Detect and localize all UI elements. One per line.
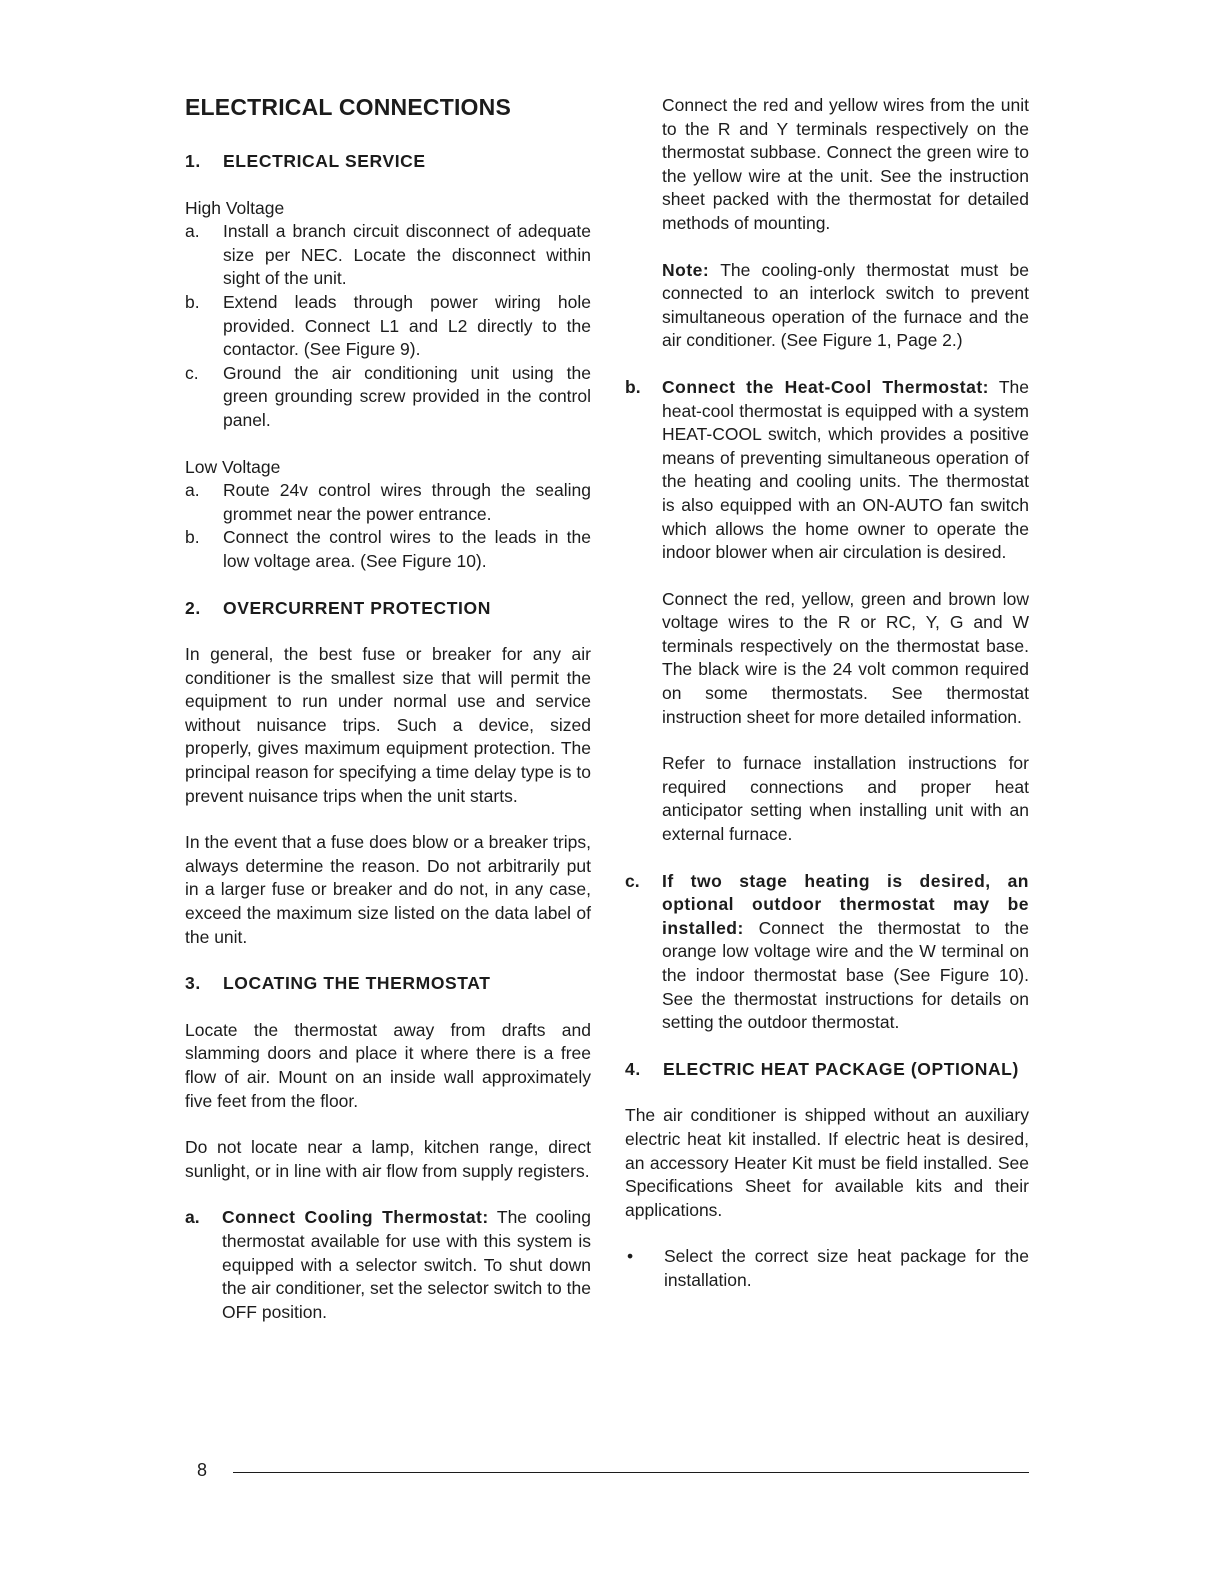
note-paragraph	[662, 259, 1029, 353]
item-connect-heat-cool-thermostat	[625, 376, 1029, 565]
page-title: ELECTRICAL CONNECTIONS	[185, 94, 511, 120]
paragraph: Refer to furnace installation instructions for required connections and proper heat anticipator setting when installing unit with an external furnace.	[662, 753, 1029, 845]
list-item	[185, 220, 591, 291]
section-number: 1.	[185, 151, 201, 171]
item-body: The cooling thermostat available for use with this system is equipped with a selector switch. To shut down the air conditioner, set the selector switch to the OFF position.	[222, 1207, 591, 1322]
item-lead: Connect Cooling Thermostat:	[222, 1207, 489, 1228]
list-marker: a.	[185, 221, 200, 242]
right-column	[625, 92, 1029, 1316]
list-item-text: Extend leads through power wiring hole provided. Connect L1 and L2 directly to the contactor. (See Figure 9).	[223, 291, 591, 360]
high-voltage-list	[185, 220, 591, 432]
footer-rule	[233, 1472, 1029, 1473]
section-title: OVERCURRENT PROTECTION	[223, 597, 491, 618]
section-heading-electric-heat-package	[625, 1058, 1029, 1082]
list-item	[185, 526, 591, 573]
bullet-item	[625, 1245, 1029, 1292]
list-marker: a.	[185, 480, 200, 501]
list-item	[185, 479, 591, 526]
paragraph: Do not locate near a lamp, kitchen range, direct sunlight, or in line with air flow from supply registers.	[185, 1137, 591, 1181]
list-marker: b.	[185, 291, 200, 312]
item-connect-cooling-thermostat	[185, 1206, 591, 1324]
item-marker: a.	[185, 1207, 200, 1228]
section-heading-locating-thermostat	[185, 972, 591, 996]
paragraph: Connect the red, yellow, green and brown low voltage wires to the R or RC, Y, G and W terminals respectively on the thermostat base. The black wire is the 24 volt common required on some thermostats. See thermostat instruction sheet for more detailed information.	[662, 588, 1029, 727]
item-two-stage-heating	[625, 870, 1029, 1035]
item-text	[662, 376, 1029, 565]
section-title: ELECTRICAL SERVICE	[223, 151, 426, 171]
item-text	[222, 1206, 591, 1324]
note-label: Note:	[662, 259, 710, 280]
list-item-text: Install a branch circuit disconnect of adequate size per NEC. Locate the disconnect within sight of the unit.	[223, 221, 591, 289]
item-lead: If two stage heating is desired, an optional outdoor thermostat may be installed:	[662, 870, 1029, 938]
section-number: 2.	[185, 597, 201, 618]
list-item	[185, 291, 591, 362]
left-column	[185, 92, 591, 1347]
low-voltage-list	[185, 479, 591, 573]
item-body: Connect the thermostat to the orange low voltage wire and the W terminal on the indoor thermostat base (See Figure 10). See the thermostat instructions for details on setting the outdoor thermostat.	[662, 917, 1029, 1033]
note-text: The cooling-only thermostat must be connected to an interlock switch to prevent simultaneous operation of the furnace and the air conditioner. (See Figure 1, Page 2.)	[662, 259, 1029, 351]
item-marker: b.	[625, 376, 641, 397]
list-item-text: Connect the control wires to the leads in the low voltage area. (See Figure 10).	[223, 527, 591, 571]
section-heading-electrical-service	[185, 150, 591, 174]
list-item	[185, 362, 591, 433]
list-item-text: Ground the air conditioning unit using the green grounding screw provided in the control panel.	[223, 362, 591, 430]
list-marker: b.	[185, 527, 200, 548]
bullet-text: Select the correct size heat package for the installation.	[664, 1246, 1029, 1290]
paragraph: Locate the thermostat away from drafts and slamming doors and place it where there is a free flow of air. Mount on an inside wall approximately five feet from the floor.	[185, 1019, 591, 1111]
paragraph: In the event that a fuse does blow or a breaker trips, always determine the reason. Do not arbitrarily put in a larger fuse or breaker and do not, in any case, exceed the maximum size listed on the data label of the unit.	[185, 832, 591, 947]
paragraph: Connect the red and yellow wires from the unit to the R and Y terminals respectively on the thermostat subbase. Connect the green wire to the yellow wire at the unit. See the instruction sheet packed with the thermostat for detailed methods of mounting.	[662, 95, 1029, 233]
item-marker: c.	[625, 870, 640, 891]
page-number: 8	[197, 1460, 208, 1480]
list-marker: c.	[185, 362, 199, 383]
paragraph: In general, the best fuse or breaker for any air conditioner is the smallest size that will permit the equipment to run under normal use and service without nuisance trips. Such a device, sized properly, gives maximum equipment protection. The principal reason for specifying a time delay type is to prevent nuisance trips when the unit starts.	[185, 644, 591, 806]
high-voltage-label: High Voltage	[185, 197, 285, 218]
item-text	[662, 870, 1029, 1035]
item-body: The heat-cool thermostat is equipped with a system HEAT-COOL switch, which provides a positive means of preventing simultaneous operation of the heating and cooling units. The thermostat is also equipped with an ON-AUTO fan switch which allows the home owner to operate the indoor blower when air circulation is desired.	[662, 376, 1029, 563]
section-title: LOCATING THE THERMOSTAT	[223, 973, 491, 994]
section-number: 3.	[185, 973, 201, 994]
section-number: 4.	[625, 1058, 641, 1079]
list-item-text: Route 24v control wires through the sealing grommet near the power entrance.	[223, 480, 591, 524]
section-heading-overcurrent-protection	[185, 597, 591, 621]
paragraph: The air conditioner is shipped without an auxiliary electric heat kit installed. If electric heat is desired, an accessory Heater Kit must be field installed. See Specifications Sheet for available kits and their applications.	[625, 1105, 1029, 1220]
low-voltage-label: Low Voltage	[185, 456, 281, 477]
item-lead: Connect the Heat-Cool Thermostat:	[662, 376, 989, 397]
bullet-marker: •	[627, 1246, 634, 1267]
section-title: ELECTRIC HEAT PACKAGE (OPTIONAL)	[663, 1058, 1019, 1079]
